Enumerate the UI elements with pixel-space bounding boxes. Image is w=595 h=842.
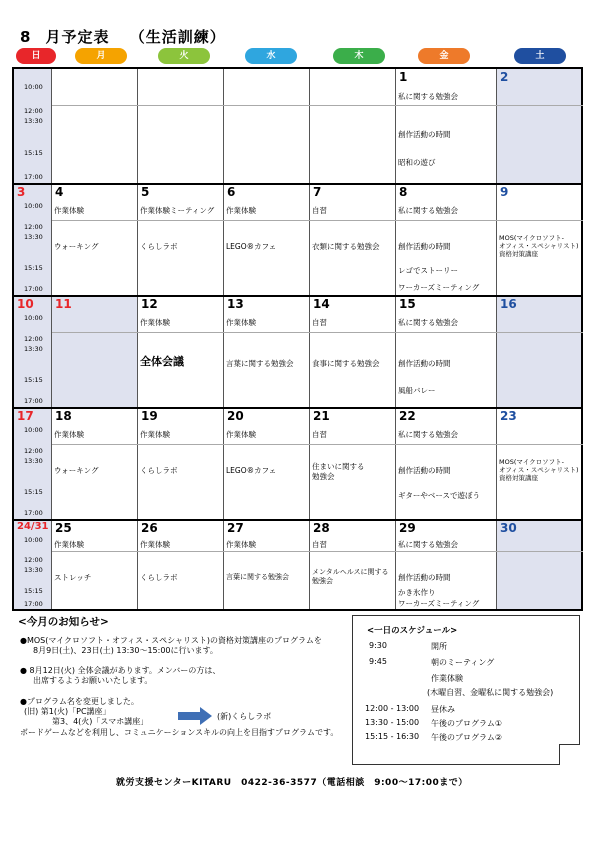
event: ワーカーズミーティング xyxy=(398,599,480,608)
time-label: 13:30 xyxy=(24,117,43,125)
time-label: 15:15 xyxy=(24,149,43,157)
notice-text: (旧) 第1(火)「PC講座」 xyxy=(24,707,111,716)
event: レゴでストーリー xyxy=(398,266,458,275)
cell-sat-w1 xyxy=(497,69,581,184)
date-9: 9 xyxy=(500,185,509,199)
event: 作業体験 xyxy=(54,540,84,549)
schedule-time: 9:30 xyxy=(369,641,387,650)
header-mon: 月 xyxy=(75,48,127,64)
event: 私に関する勉強会 xyxy=(398,430,458,439)
date-27: 27 xyxy=(227,521,244,535)
date-4: 4 xyxy=(55,185,64,199)
cell-thu-w5 xyxy=(310,520,396,609)
time-divider xyxy=(52,105,583,106)
schedule-time: 12:00 - 13:00 xyxy=(365,704,420,713)
event: 作業体験 xyxy=(226,540,256,549)
time-divider xyxy=(52,551,583,552)
event: MOS(マイクロソフト- xyxy=(499,234,564,242)
cell-thu-w3 xyxy=(310,296,396,408)
event: 衣類に関する勉強会 xyxy=(312,242,380,251)
time-label: 17:00 xyxy=(24,397,43,405)
event: くらしラボ xyxy=(140,242,178,251)
daily-schedule-box xyxy=(352,615,580,765)
event: 風船バレー xyxy=(398,386,436,395)
cell-fri-w5 xyxy=(396,520,497,609)
event: 私に関する勉強会 xyxy=(398,540,458,549)
cell-sat-w4 xyxy=(497,408,581,520)
cell-mon-w1 xyxy=(52,69,138,184)
date-28: 28 xyxy=(313,521,330,535)
event: 昭和の遊び xyxy=(398,158,436,167)
time-label: 12:00 xyxy=(24,335,43,343)
event: ワーカーズミーティング xyxy=(398,283,480,292)
cell-wed-w1 xyxy=(224,69,310,184)
event: 私に関する勉強会 xyxy=(398,206,458,215)
cell-thu-w2 xyxy=(310,184,396,296)
time-label: 15:15 xyxy=(24,376,43,384)
cell-mon-w5 xyxy=(52,520,138,609)
schedule-text: 朝のミーティング xyxy=(431,658,495,667)
cell-mon-w4 xyxy=(52,408,138,520)
cell-sun-w5 xyxy=(14,520,52,609)
schedule-text: 午後のプログラム① xyxy=(431,719,503,728)
header-thu: 木 xyxy=(333,48,385,64)
cell-thu-w4 xyxy=(310,408,396,520)
date-11: 11 xyxy=(55,297,72,311)
notice-text: ●MOS(マイクロソフト・オフィス・スペシャリスト)の資格対策講座のプログラムを xyxy=(20,636,322,645)
time-divider xyxy=(52,444,583,445)
date-29: 29 xyxy=(399,521,416,535)
event: メンタルヘルスに関する xyxy=(312,568,389,576)
date-17: 17 xyxy=(17,409,34,423)
event: 勉強会 xyxy=(312,577,333,585)
title-sub: （生活訓練） xyxy=(129,28,226,46)
notice-title: <今月のお知らせ> xyxy=(18,616,109,628)
date-3: 3 xyxy=(17,185,26,199)
arrow-right-icon xyxy=(178,707,212,729)
header-wed: 水 xyxy=(245,48,297,64)
notice-text: ボードゲームなどを利用し、コミュニケーションスキルの向上を目指すプログラムです。 xyxy=(20,728,339,737)
schedule-title: <一日のスケジュール> xyxy=(367,626,458,636)
event: 創作活動の時間 xyxy=(398,130,451,139)
event: 自習 xyxy=(312,206,327,215)
date-22: 22 xyxy=(399,409,416,423)
event: 創作活動の時間 xyxy=(398,242,451,251)
time-label: 10:00 xyxy=(24,314,43,322)
date-18: 18 xyxy=(55,409,72,423)
cell-mon-w2 xyxy=(52,184,138,296)
cell-sun-w4 xyxy=(14,408,52,520)
time-label: 10:00 xyxy=(24,536,43,544)
time-divider xyxy=(52,220,583,221)
event: 資格対策講座 xyxy=(499,250,538,258)
event: 創作活動の時間 xyxy=(398,359,451,368)
time-label: 15:15 xyxy=(24,488,43,496)
cell-wed-w5 xyxy=(224,520,310,609)
date-13: 13 xyxy=(227,297,244,311)
title-main: 月予定表 xyxy=(45,28,110,46)
cell-tue-w1 xyxy=(138,69,224,184)
schedule-time: 9:45 xyxy=(369,657,387,666)
week-divider xyxy=(14,295,581,297)
cell-mon-w3 xyxy=(52,296,138,408)
date-23: 23 xyxy=(500,409,517,423)
event: 私に関する勉強会 xyxy=(398,92,458,101)
notice-text: 出席するようお願いいたします。 xyxy=(33,676,153,685)
time-label: 17:00 xyxy=(24,285,43,293)
event: 作業体験 xyxy=(226,318,256,327)
time-label: 12:00 xyxy=(24,447,43,455)
event: LEGO®カフェ xyxy=(226,242,277,251)
event: MOS(マイクロソフト- xyxy=(499,458,564,466)
cell-tue-w5 xyxy=(138,520,224,609)
schedule-text: 開所 xyxy=(431,642,447,651)
event: かき氷作り xyxy=(398,588,436,597)
notice-text: (新)くらしラボ xyxy=(217,712,272,721)
cell-sat-w2 xyxy=(497,184,581,296)
event: くらしラボ xyxy=(140,466,178,475)
event: 作業体験 xyxy=(54,430,84,439)
page-curl-decoration xyxy=(559,744,580,765)
time-label: 12:00 xyxy=(24,223,43,231)
header-sun: 日 xyxy=(16,48,56,64)
week-divider xyxy=(14,519,581,521)
cell-wed-w2 xyxy=(224,184,310,296)
event: ウォーキング xyxy=(54,242,99,251)
schedule-text: (木曜自習、金曜私に関する勉強会) xyxy=(427,688,554,697)
schedule-text: 昼休み xyxy=(431,705,455,714)
event: ウォーキング xyxy=(54,466,99,475)
cell-wed-w3 xyxy=(224,296,310,408)
cell-tue-w3 xyxy=(138,296,224,408)
notice-text: 第3、4(火)「スマホ講座」 xyxy=(52,717,149,726)
event: LEGO®カフェ xyxy=(226,466,277,475)
calendar-grid xyxy=(12,67,583,611)
notice-text: ●プログラム名を変更しました。 xyxy=(20,697,139,706)
event: 勉強会 xyxy=(312,472,335,481)
cell-wed-w4 xyxy=(224,408,310,520)
cell-fri-w4 xyxy=(396,408,497,520)
event: 創作活動の時間 xyxy=(398,573,451,582)
event: 自習 xyxy=(312,430,327,439)
schedule-text: 作業体験 xyxy=(431,674,463,683)
header-tue: 火 xyxy=(158,48,210,64)
event: ギターやベースで遊ぼう xyxy=(398,491,481,500)
event: 自習 xyxy=(312,318,327,327)
date-14: 14 xyxy=(313,297,330,311)
cell-fri-w3 xyxy=(396,296,497,408)
time-label: 17:00 xyxy=(24,600,43,608)
event: 作業体験 xyxy=(140,318,170,327)
schedule-time: 15:15 - 16:30 xyxy=(365,732,420,741)
event: 言葉に関する勉強会 xyxy=(226,359,294,368)
event: 作業体験 xyxy=(226,206,256,215)
event: 住まいに関する xyxy=(312,462,365,471)
date-6: 6 xyxy=(227,185,236,199)
date-2: 2 xyxy=(500,70,509,84)
cell-fri-w1 xyxy=(396,69,497,184)
time-label: 15:15 xyxy=(24,264,43,272)
cell-fri-w2 xyxy=(396,184,497,296)
event: ストレッチ xyxy=(54,573,92,582)
time-label: 13:30 xyxy=(24,457,43,465)
date-16: 16 xyxy=(500,297,517,311)
cell-sat-w5 xyxy=(497,520,581,609)
cell-sun-w3 xyxy=(14,296,52,408)
title-month: 8 xyxy=(20,28,32,46)
header-fri: 金 xyxy=(418,48,470,64)
time-label: 17:00 xyxy=(24,509,43,517)
date-15: 15 xyxy=(399,297,416,311)
date-1: 1 xyxy=(399,70,408,84)
time-label: 12:00 xyxy=(24,556,43,564)
date-10: 10 xyxy=(17,297,34,311)
cell-sun-w2 xyxy=(14,184,52,296)
event: 作業体験 xyxy=(54,206,84,215)
cell-sun-w1 xyxy=(14,69,52,184)
cell-thu-w1 xyxy=(310,69,396,184)
event: 作業体験 xyxy=(226,430,256,439)
date-7: 7 xyxy=(313,185,322,199)
event: 創作活動の時間 xyxy=(398,466,451,475)
schedule-time: 13:30 - 15:00 xyxy=(365,718,420,727)
event: 資格対策講座 xyxy=(499,474,538,482)
week-divider xyxy=(14,407,581,409)
time-label: 12:00 xyxy=(24,107,43,115)
event: オフィス・スペシャリスト) xyxy=(499,466,579,474)
time-label: 10:00 xyxy=(24,202,43,210)
notice-text: 8月9日(土)、23日(土) 13:30～15:00に行います。 xyxy=(33,646,218,655)
header-sat: 土 xyxy=(514,48,566,64)
page-title xyxy=(20,26,226,47)
time-label: 13:30 xyxy=(24,233,43,241)
date-12: 12 xyxy=(141,297,158,311)
event: 作業体験 xyxy=(140,540,170,549)
date-24-31: 24/31 xyxy=(17,521,49,532)
date-19: 19 xyxy=(141,409,158,423)
time-label: 13:30 xyxy=(24,345,43,353)
time-label: 10:00 xyxy=(24,83,43,91)
event-highlight: 全体会議 xyxy=(140,355,184,368)
date-8: 8 xyxy=(399,185,408,199)
week-divider xyxy=(14,183,581,185)
time-label: 13:30 xyxy=(24,566,43,574)
date-20: 20 xyxy=(227,409,244,423)
date-5: 5 xyxy=(141,185,150,199)
schedule-text: 午後のプログラム② xyxy=(431,733,503,742)
event: 作業体験ミーティング xyxy=(140,206,215,215)
cell-tue-w4 xyxy=(138,408,224,520)
event: 作業体験 xyxy=(140,430,170,439)
event: 自習 xyxy=(312,540,327,549)
event: 私に関する勉強会 xyxy=(398,318,458,327)
date-25: 25 xyxy=(55,521,72,535)
time-label: 15:15 xyxy=(24,587,43,595)
event: オフィス・スペシャリスト) xyxy=(499,242,579,250)
notice-text: ● 8月12日(火) 全体会議があります。メンバーの方は、 xyxy=(20,666,221,675)
footer-contact: 就労支援センターKITARU 0422-36-3577（電話相談 9:00～17:00まで） xyxy=(116,778,468,788)
cell-sat-w3 xyxy=(497,296,581,408)
event: 言葉に関する勉強会 xyxy=(226,573,289,581)
event: くらしラボ xyxy=(140,573,178,582)
time-label: 10:00 xyxy=(24,426,43,434)
date-30: 30 xyxy=(500,521,517,535)
event: 食事に関する勉強会 xyxy=(312,359,380,368)
date-26: 26 xyxy=(141,521,158,535)
time-divider xyxy=(52,332,583,333)
cell-tue-w2 xyxy=(138,184,224,296)
time-label: 17:00 xyxy=(24,173,43,181)
date-21: 21 xyxy=(313,409,330,423)
